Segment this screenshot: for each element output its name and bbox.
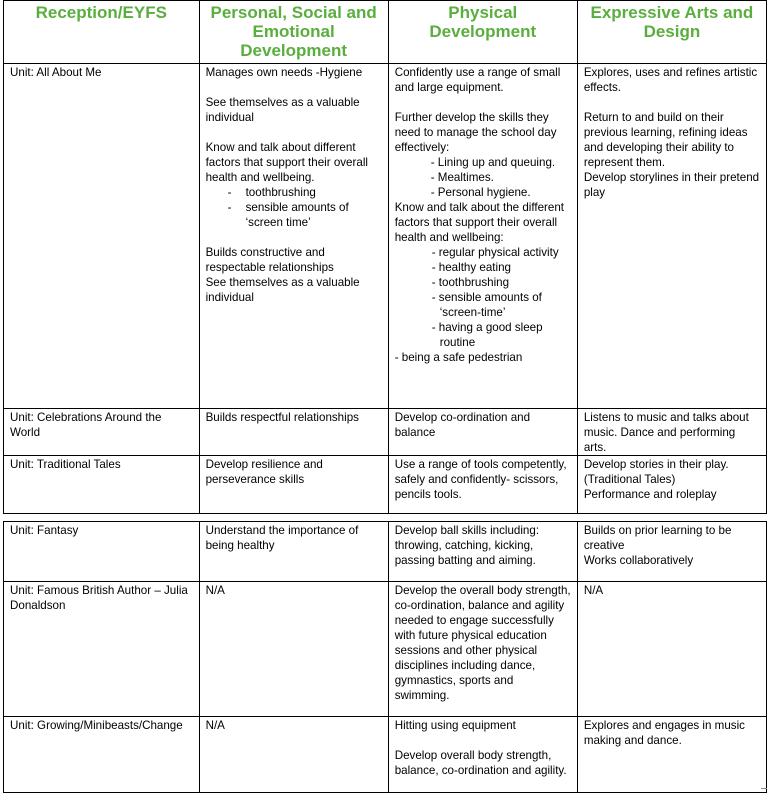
pse-cell: Develop resilience and perseverance skills	[199, 456, 388, 514]
pse-cell: Builds respectful relationships	[199, 409, 388, 456]
arts-cell: Listens to music and talks about music. Dance and performing arts.	[577, 409, 766, 456]
arts-text: Works collaboratively	[583, 554, 694, 567]
table-row	[4, 717, 767, 793]
arts-text: Develop stories in their play. (Traditional Tales)	[583, 458, 729, 486]
pse-text: See themselves as a valuable individual	[205, 96, 360, 124]
table-row	[4, 522, 767, 582]
list-item: - sensible amounts of ‘screen-time’	[431, 291, 542, 319]
curriculum-table-part-2	[3, 521, 767, 793]
list-item: - toothbrushing	[431, 276, 510, 289]
pse-text: Builds constructive and respectable relationships	[205, 246, 334, 274]
physical-cell: Develop ball skills including: throwing, catching, kicking, passing batting and aiming.	[388, 522, 577, 582]
list-item: - having a good sleep routine	[431, 321, 543, 349]
arts-text: Return to and build on their previous learning, refining ideas and developing their ability to represent them.	[583, 111, 748, 169]
list-item: - sensible amounts of ‘screen time’	[227, 201, 349, 229]
physical-cell: Use a range of tools competently, safely and confidently- scissors, pencils tools.	[388, 456, 577, 514]
unit-cell: Unit: Growing/Minibeasts/Change	[4, 717, 200, 793]
curriculum-table-part-1	[3, 0, 767, 514]
arts-cell	[577, 456, 766, 514]
pse-text: See themselves as a valuable individual	[205, 276, 360, 304]
arts-text: Develop storylines in their pretend play	[583, 171, 760, 199]
pse-cell	[199, 64, 388, 409]
physical-text: Hitting using equipment	[394, 719, 516, 732]
list-item: - healthy eating	[431, 261, 511, 274]
list-item: - regular physical activity	[431, 246, 559, 259]
table-row	[4, 64, 767, 409]
unit-cell: Unit: Traditional Tales	[4, 456, 200, 514]
table-row	[4, 582, 767, 717]
unit-cell: Unit: All About Me	[4, 64, 200, 409]
arts-cell	[577, 522, 766, 582]
arts-text: Explores, uses and refines artistic effects.	[583, 66, 758, 94]
list-item: - Lining up and queuing.	[430, 156, 556, 169]
physical-text: Develop overall body strength, balance, co-ordination and agility.	[394, 749, 567, 777]
physical-cell	[388, 717, 577, 793]
pse-cell: N/A	[199, 582, 388, 717]
arts-text: Builds on prior learning to be creative	[583, 524, 732, 552]
header-personal-social-emotional: Personal, Social and Emotional Development	[199, 1, 388, 64]
physical-cell	[388, 64, 577, 409]
physical-cell: Develop the overall body strength, co-ordination, balance and agility needed to engage successfully with future physical education sessions and other physical disciplines including dance, gymnastics, sports and swimming.	[388, 582, 577, 717]
header-physical-development: Physical Development	[388, 1, 577, 64]
physical-cell: Develop co-ordination and balance	[388, 409, 577, 456]
list-item: - Personal hygiene.	[430, 186, 531, 199]
arts-cell: N/A	[577, 582, 766, 717]
unit-cell: Unit: Famous British Author – Julia Donaldson	[4, 582, 200, 717]
arts-cell: Explores and engages in music making and dance.	[577, 717, 766, 793]
wellbeing-list	[395, 245, 571, 350]
physical-text: Confidently use a range of small and large equipment.	[394, 66, 561, 94]
header-row	[4, 1, 767, 64]
header-reception-eyfs: Reception/EYFS	[4, 1, 200, 64]
unit-cell: Unit: Celebrations Around the World	[4, 409, 200, 456]
header-expressive-arts: Expressive Arts and Design	[577, 1, 766, 64]
list-item: - toothbrushing	[227, 186, 316, 199]
table-row	[4, 409, 767, 456]
skills-list	[395, 155, 571, 200]
list-item: - Mealtimes.	[430, 171, 494, 184]
pse-text: Manages own needs -Hygiene	[205, 66, 363, 79]
table-row	[4, 456, 767, 514]
arts-text: Performance and roleplay	[583, 488, 717, 501]
unit-cell: Unit: Fantasy	[4, 522, 200, 582]
pse-cell: N/A	[199, 717, 388, 793]
physical-text: - being a safe pedestrian	[394, 351, 523, 364]
physical-text: Further develop the skills they need to manage the school day effectively:	[394, 111, 557, 154]
pse-cell: Understand the importance of being healthy	[199, 522, 388, 582]
physical-text: Know and talk about the different factors that support their overall health and wellbeing:	[394, 201, 565, 244]
corner-mark	[761, 788, 767, 789]
arts-cell	[577, 64, 766, 409]
pse-text: Know and talk about different factors that support their overall health and wellbeing.	[205, 141, 368, 184]
